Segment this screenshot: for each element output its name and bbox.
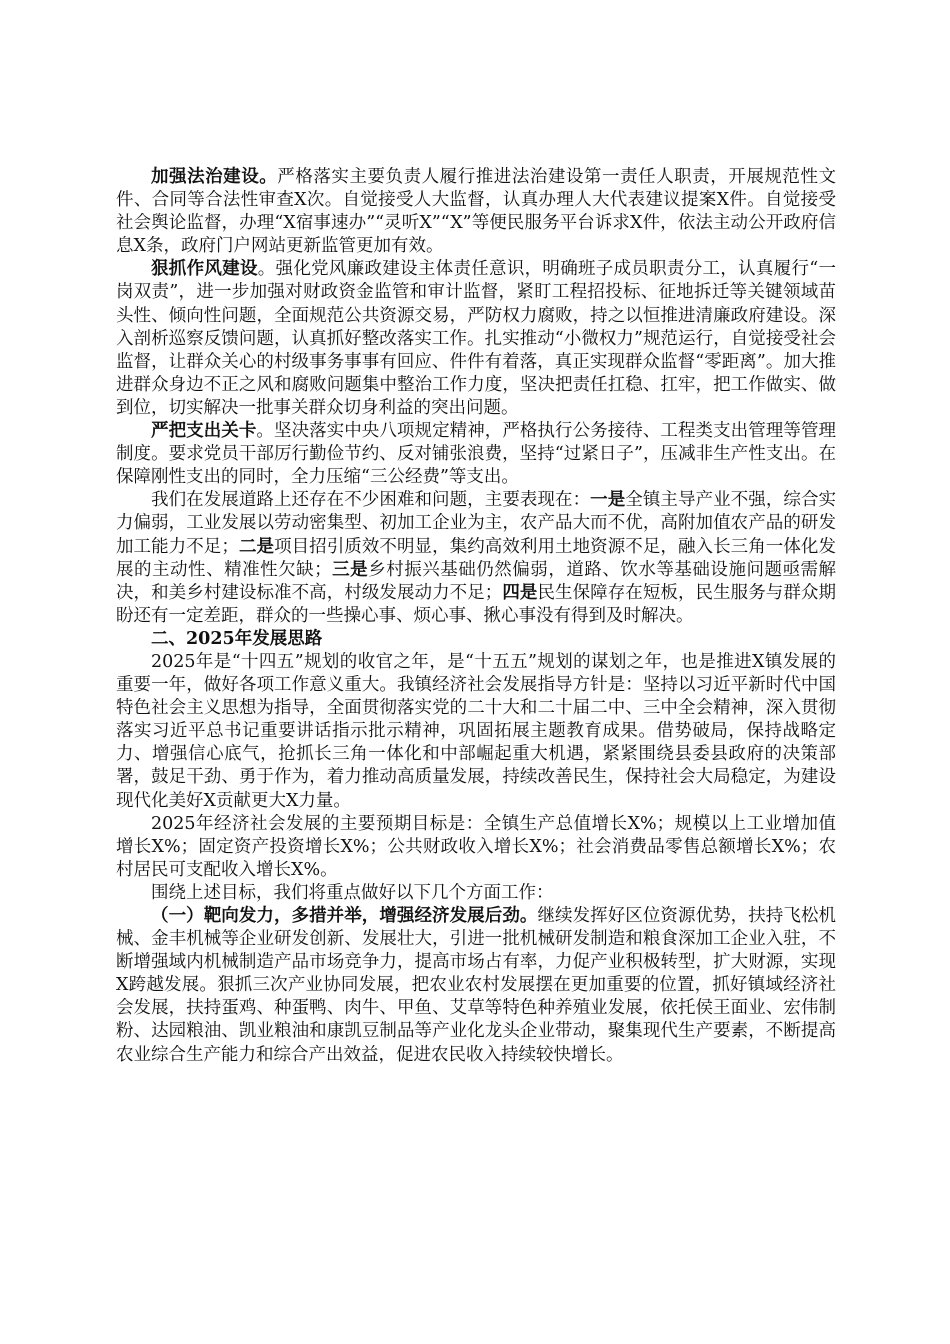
task-heading: （一）靶向发力，多措并举，增强经济发展后劲。 <box>151 906 538 926</box>
problems-intro: 我们在发展道路上还存在不少困难和问题，主要表现在： <box>151 490 591 511</box>
section-heading: 二、2025年发展思路 <box>151 628 323 649</box>
paragraph-text: 。强化党风廉政建设主体责任意识，明确班子成员职责分工，认真履行“一岗双责”，进一步加强对财政资金监管和审计监督，紧盯工程招投标、征地拆迁等关键领域苗头性、倾向性问题，全面规范公共资源交易，严防权力腐败，持之以恒推进清廉政府建设。深入剖析巡察反馈问题，认真抓好整改落实工作。扎实推动“小微权力”规范运行，自觉接受社会监督，让群众关心的村级事务事事有回应、件件有着落，真正实现群众监督“零距离”。加大推进群众身边不正之风和腐败问题集中整治工作力度，坚决把责任扛稳、扛牢，把工作做实、做到位，切实解决一批事关群众切身利益的突出问题。 <box>116 259 836 418</box>
paragraph-focus-intro: 围绕上述目标，我们将重点做好以下几个方面工作： <box>151 882 554 903</box>
problem-label: 四是 <box>502 582 538 603</box>
problem-text: 民生保障存在短板，民生服务与群众期盼还有一定差距，群众的一些操心事、烦心事、揪心事没有得到及时解决。 <box>116 582 836 626</box>
document-page <box>116 166 836 1067</box>
paragraph-targets: 2025年经济社会发展的主要预期目标是：全镇生产总值增长X%；规模以上工业增加值增长X%；固定资产投资增长X%；公共财政收入增长X%；社会消费品零售总额增长X%；农村居民可支配收入增长X%。 <box>116 813 836 880</box>
paragraph-lead: 加强法治建设。 <box>151 167 278 187</box>
problem-text: 全镇主导产业不强，综合实力偏弱，工业发展以劳动密集型、初加工企业为主，农产品大而不优，高附加值农产品的研发加工能力不足； <box>116 490 837 557</box>
task-text: 继续发挥好区位资源优势，扶持飞松机械、金丰机械等企业研发创新、发展壮大，引进一批机械研发制造和粮食深加工企业入驻，不断增强域内机械制造产品市场竞争力，提高市场占有率，力促产业积极转型，扩大财源，实现X跨越发展。狠抓三次产业协同发展，把农业农村发展摆在更加重要的位置，抓好镇域经济社会发展，扶持蛋鸡、种蛋鸭、肉牛、甲鱼、艾草等特色种养殖业发展，依托侯王面业、宏伟制粉、达园粮油、凯业粮油和康凯豆制品等产业化龙头企业带动，聚集现代生产要素，不断提高农业综合生产能力和综合产出效益，促进农民收入持续较快增长。 <box>116 906 837 1065</box>
problem-text: 乡村振兴基础仍然偏弱，道路、饮水等基础设施问题亟需解决，和美乡村建设标准不高，村级发展动力不足； <box>116 559 837 603</box>
problem-label: 三是 <box>331 559 369 580</box>
paragraph-work-style <box>116 258 836 420</box>
problem-label: 一是 <box>590 490 626 511</box>
paragraph-guideline: 2025年是“十四五”规划的收官之年，是“十五五”规划的谋划之年，也是推进X镇发展的重要一年，做好各项工作意义重大。我镇经济社会发展指导方针是：坚持以习近平新时代中国特色社会主义思想为指导，全面贯彻落实党的二十大和二十届二中、三中全会精神，深入贯彻落实习近平总书记重要讲话指示批示精神，巩固拓展主题教育成果。借势破局，保持战略定力、增强信心底气，抢抓长三角一体化和中部崛起重大机遇，紧紧围绕县委县政府的决策部署，鼓足干劲、勇于作为，着力推动高质量发展，持续改善民生，保持社会大局稳定，为建设现代化美好X贡献更大X力量。 <box>116 651 836 811</box>
problem-text: 项目招引质效不明显，集约高效利用土地资源不足，融入长三角一体化发展的主动性、精准性欠缺； <box>116 536 836 580</box>
paragraph-task-one <box>116 905 836 1067</box>
problem-label: 二是 <box>238 536 275 557</box>
paragraph-lead: 严把支出关卡 <box>151 421 257 442</box>
paragraph-lead: 狠抓作风建设 <box>151 259 258 280</box>
paragraph-text: 。坚决落实中央八项规定精神，严格执行公务接待、工程类支出管理等管理制度。要求党员干部厉行勤俭节约、反对铺张浪费，坚持“过紧日子”，压减非生产性支出。在保障刚性支出的同时，全力压缩“三公经费”等支出。 <box>116 421 837 488</box>
paragraph-text: 严格落实主要负责人履行推进法治建设第一责任人职责，开展规范性文件、合同等合法性审查X次。自觉接受人大监督，认真办理人大代表建议提案X件。自觉接受社会舆论监督，办理“X宿事速办”“灵听X”“X”等便民服务平台诉求X件，依法主动公开政府信息X条，政府门户网站更新监管更加有效。 <box>116 167 837 257</box>
paragraph-problems <box>116 489 836 628</box>
paragraph-rule-of-law <box>116 166 836 258</box>
paragraph-expenditure <box>116 420 836 489</box>
